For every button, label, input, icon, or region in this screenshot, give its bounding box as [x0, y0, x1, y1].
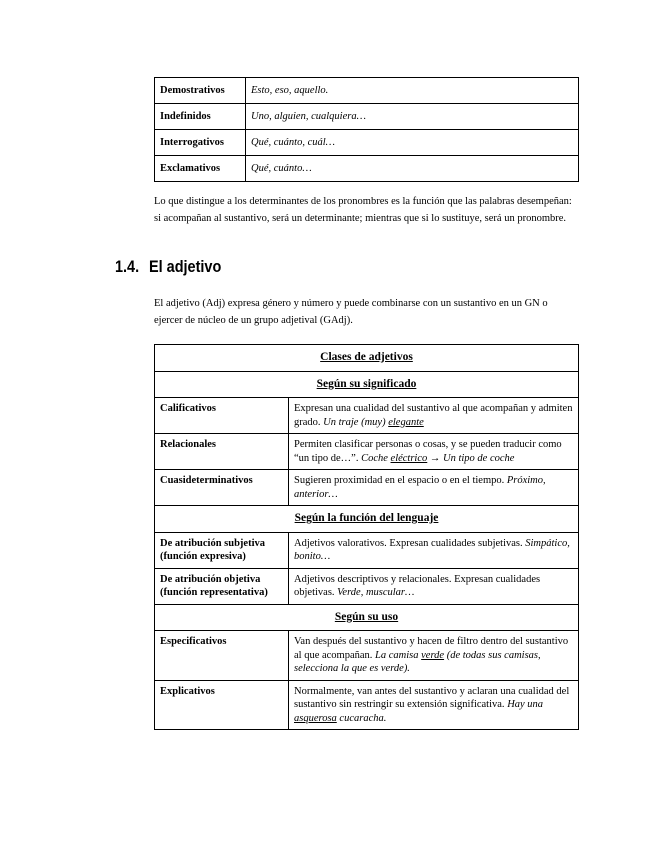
table-row: [155, 532, 579, 568]
section-number: 1.4.: [115, 257, 140, 276]
section-title: El adjetivo: [149, 257, 222, 276]
group-heading: Según la función del lenguaje: [155, 506, 579, 533]
example-tail: (de todas sus camisas, selecciona la que es verde).: [294, 649, 541, 674]
group-heading-row: [155, 506, 579, 533]
example: Hay una: [507, 699, 544, 710]
row-description: Permiten clasificar personas o cosas, y se pueden traducir como “un tipo de…”. Coche eléctrico → Un tipo de coche: [289, 434, 579, 470]
example-underlined: elegante: [388, 416, 424, 428]
row-description: Sugieren proximidad en el espacio o en el tiempo. Próximo, anterior…: [289, 470, 579, 506]
row-label: Calificativos: [155, 398, 289, 434]
row-label: Relacionales: [155, 434, 289, 470]
example: Verde, muscular…: [337, 587, 415, 598]
adjetivos-table: [154, 344, 579, 730]
row-description: Expresan una cualidad del sustantivo al que acompañan y admiten grado. Un traje (muy) elegante: [289, 398, 579, 434]
example: Coche: [361, 452, 388, 464]
group-heading: Según su significado: [155, 371, 579, 398]
term-cell: Interrogativos: [155, 130, 246, 156]
group-heading: Según su uso: [155, 604, 579, 631]
example-underlined: eléctrico: [390, 452, 428, 464]
examples-cell: Qué, cuánto, cuál…: [246, 130, 579, 156]
row-description: Van después del sustantivo y hacen de filtro dentro del sustantivo al que acompañan. La camisa verde (de todas sus camisas, selecciona la que es verde).: [289, 631, 579, 681]
table-row: [155, 130, 579, 156]
group-heading-row: [155, 371, 579, 398]
example-underlined: verde: [421, 649, 445, 661]
table-row: [155, 568, 579, 604]
row-label: De atribución objetiva (función representativa): [155, 568, 289, 604]
row-label: De atribución subjetiva (función expresiva): [155, 532, 289, 568]
row-label: Explicativos: [155, 680, 289, 730]
row-label: Cuasideterminativos: [155, 470, 289, 506]
examples-cell: Esto, eso, aquello.: [246, 78, 579, 104]
row-description: Adjetivos valorativos. Expresan cualidades subjetivas. Simpático, bonito…: [289, 532, 579, 568]
example-tail: cucaracha.: [339, 712, 387, 724]
term-cell: Indefinidos: [155, 104, 246, 130]
row-label: Especificativos: [155, 631, 289, 681]
table-row: [155, 156, 579, 182]
table-row: [155, 470, 579, 506]
table-row: [155, 680, 579, 730]
example: Simpático, bonito…: [294, 537, 570, 562]
determinantes-table: [154, 77, 579, 182]
table-title: Clases de adjetivos: [155, 345, 579, 372]
example-tail: → Un tipo de coche: [429, 452, 515, 464]
example: Un traje (muy): [323, 416, 386, 428]
table-row: [155, 104, 579, 130]
example: Próximo, anterior…: [294, 475, 546, 500]
table-title-row: [155, 345, 579, 372]
table-row: [155, 398, 579, 434]
paragraph-adjetivo: El adjetivo (Adj) expresa género y número y puede combinarse con un sustantivo en un GN o ejercer de núcleo de un grupo adjetival (GAdj).: [154, 298, 548, 326]
table-row: [155, 78, 579, 104]
row-description: Adjetivos descriptivos y relacionales. Expresan cualidades objetivas. Verde, muscular…: [289, 568, 579, 604]
example-underlined: asquerosa: [294, 712, 337, 724]
table-row: [155, 631, 579, 681]
section-heading: [115, 257, 221, 277]
term-cell: Demostrativos: [155, 78, 246, 104]
examples-cell: Qué, cuánto…: [246, 156, 579, 182]
paragraph-determinantes: Lo que distingue a los determinantes de los pronombres es la función que las palabras desempeñan: si acompañan al sustantivo, será un determinante; mientras que si lo sustituye, será un pronombre.: [154, 196, 572, 224]
example: La camisa: [375, 649, 419, 661]
term-cell: Exclamativos: [155, 156, 246, 182]
examples-cell: Uno, alguien, cualquiera…: [246, 104, 579, 130]
group-heading-row: [155, 604, 579, 631]
table-row: [155, 434, 579, 470]
row-description: Normalmente, van antes del sustantivo y aclaran una cualidad del sustantivo sin restringir su extensión significativa. Hay una asquerosa cucaracha.: [289, 680, 579, 730]
